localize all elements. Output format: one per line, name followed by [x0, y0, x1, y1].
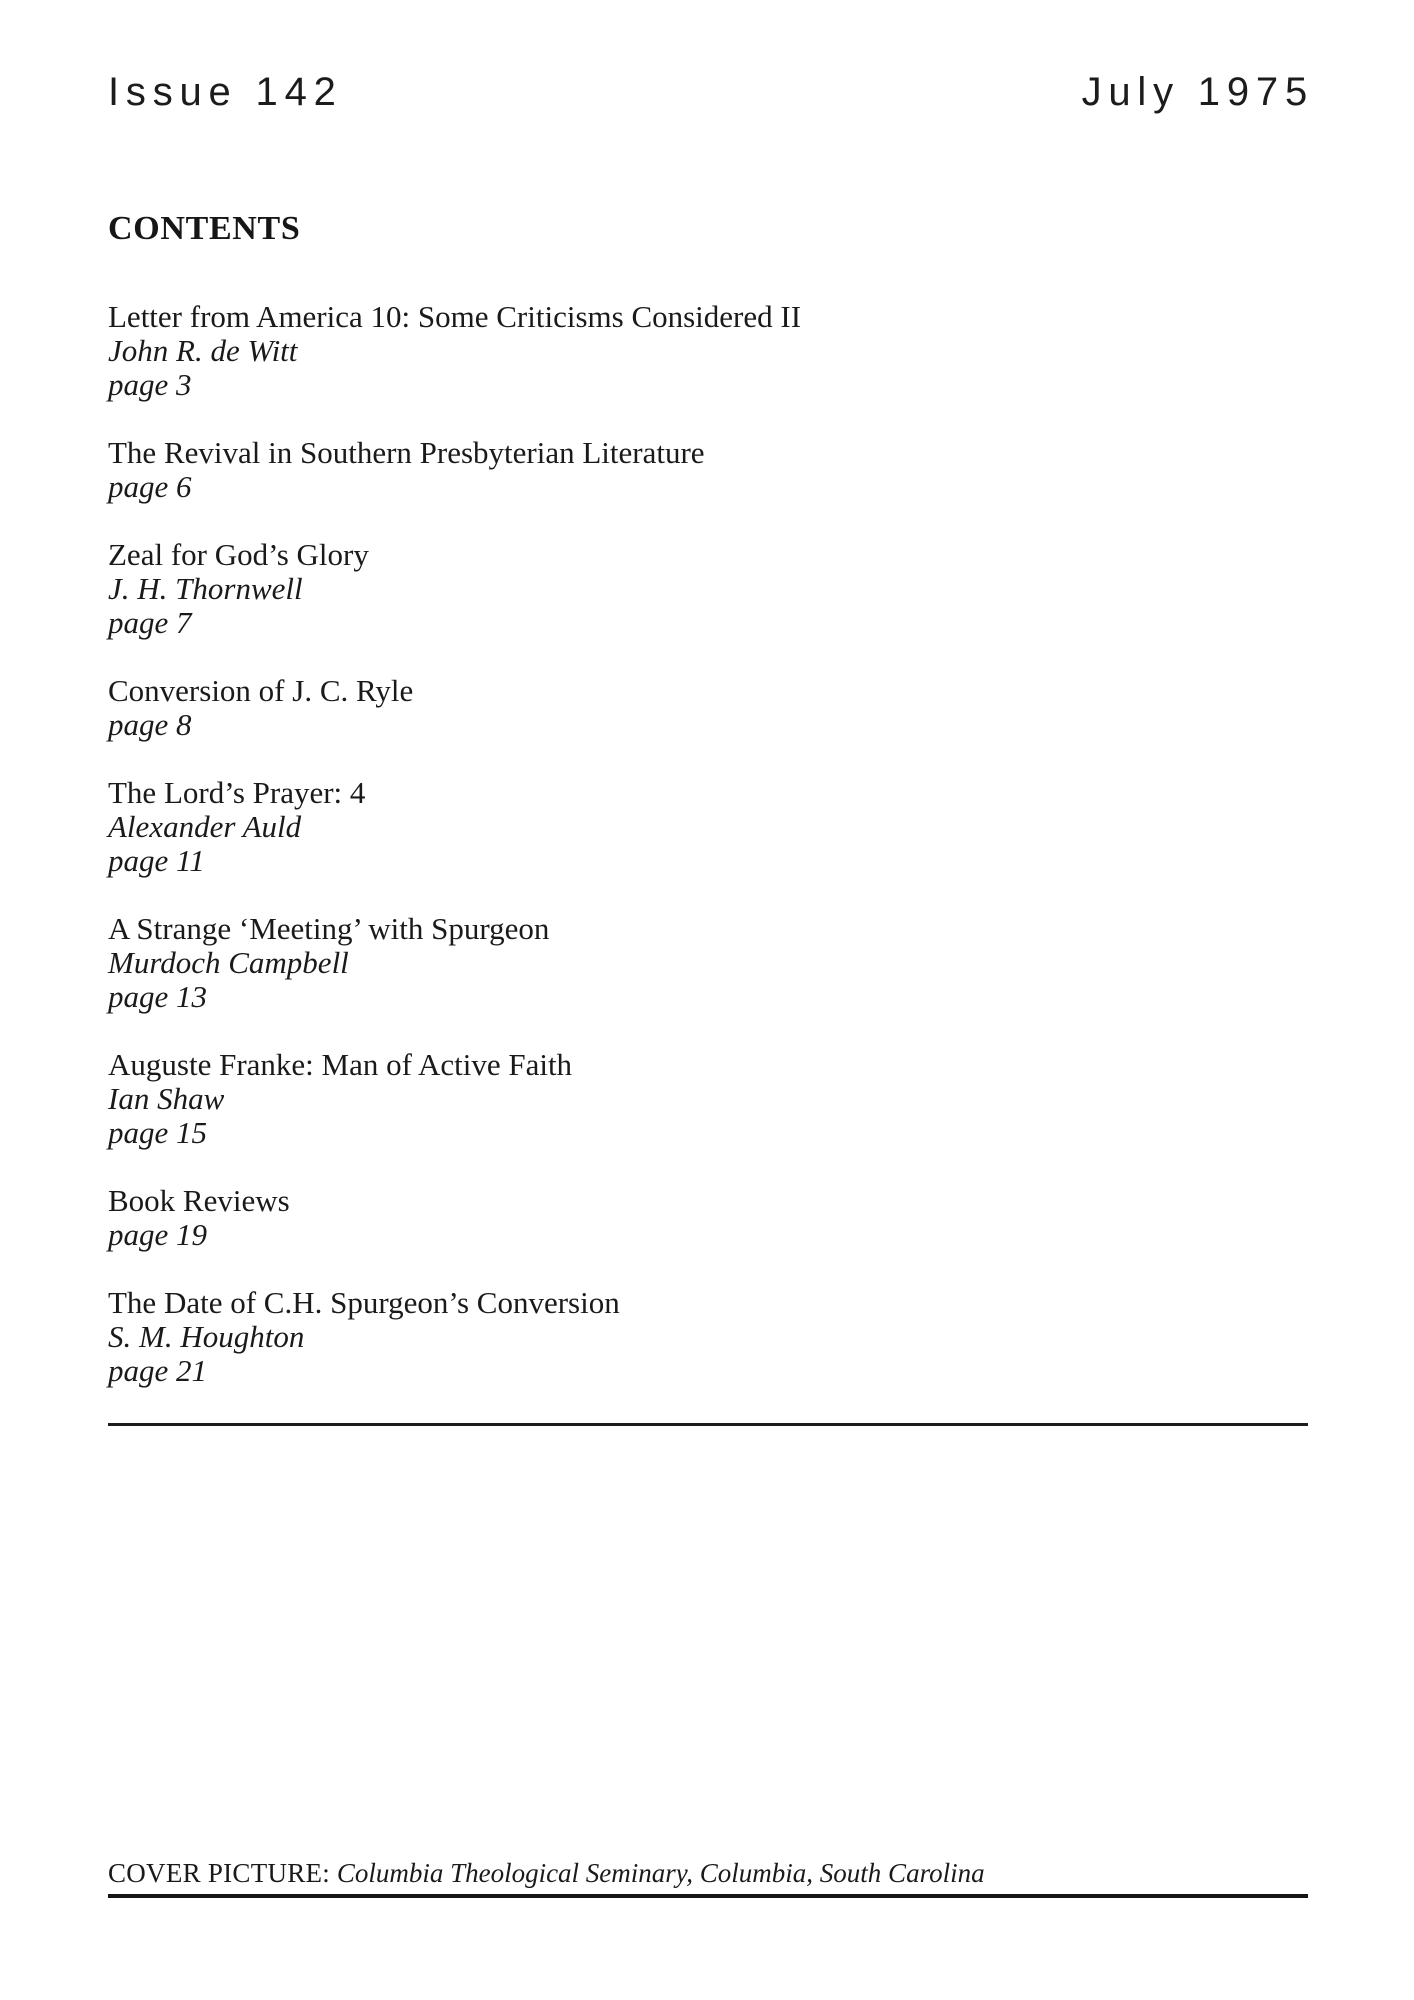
toc-item	[108, 776, 1310, 878]
toc-item-page: page 7	[108, 605, 192, 640]
toc-item-page: page 11	[108, 843, 205, 878]
toc-item-page: page 8	[108, 707, 192, 742]
toc-item-page: page 15	[108, 1115, 208, 1150]
cover-picture-line	[108, 1858, 1308, 1898]
toc-item	[108, 674, 1310, 742]
toc-item	[108, 1286, 1310, 1388]
toc-item-title: Letter from America 10: Some Criticisms Considered II	[108, 299, 802, 334]
toc-item-page: page 6	[108, 469, 192, 504]
toc-item-author: J. H. Thornwell	[108, 571, 303, 606]
issue-number: Issue 142	[108, 70, 343, 114]
toc-item-author: Alexander Auld	[108, 809, 302, 844]
toc-item	[108, 436, 1310, 504]
toc-item-page: page 13	[108, 979, 208, 1014]
toc-item-page: page 19	[108, 1217, 208, 1252]
toc-item	[108, 1184, 1310, 1252]
toc-item-title: A Strange ‘Meeting’ with Spurgeon	[108, 911, 550, 946]
toc-item-title: The Lord’s Prayer: 4	[108, 775, 366, 810]
toc-item-title: Conversion of J. C. Ryle	[108, 673, 414, 708]
toc-item	[108, 1048, 1310, 1150]
toc-item-title: Book Reviews	[108, 1183, 290, 1218]
cover-picture-caption: Columbia Theological Seminary, Columbia, South Carolina	[336, 1858, 985, 1888]
toc-item	[108, 912, 1310, 1014]
table-of-contents	[108, 300, 1310, 1422]
masthead	[108, 72, 1314, 112]
toc-item-title: The Revival in Southern Presbyterian Literature	[108, 435, 705, 470]
toc-item-page: page 3	[108, 367, 192, 402]
toc-item-author: John R. de Witt	[108, 333, 298, 368]
contents-heading: CONTENTS	[108, 210, 301, 247]
section-divider	[108, 1423, 1308, 1426]
toc-item-title: The Date of C.H. Spurgeon’s Conversion	[108, 1285, 620, 1320]
toc-item	[108, 538, 1310, 640]
toc-item-author: Murdoch Campbell	[108, 945, 349, 980]
toc-item-page: page 21	[108, 1353, 208, 1388]
toc-item-author: Ian Shaw	[108, 1081, 225, 1116]
toc-item	[108, 300, 1310, 402]
cover-picture-label: COVER PICTURE:	[108, 1858, 331, 1888]
toc-item-title: Auguste Franke: Man of Active Faith	[108, 1047, 573, 1082]
toc-item-author: S. M. Houghton	[108, 1319, 305, 1354]
toc-item-title: Zeal for God’s Glory	[108, 537, 369, 572]
issue-date: July 1975	[1081, 70, 1314, 114]
